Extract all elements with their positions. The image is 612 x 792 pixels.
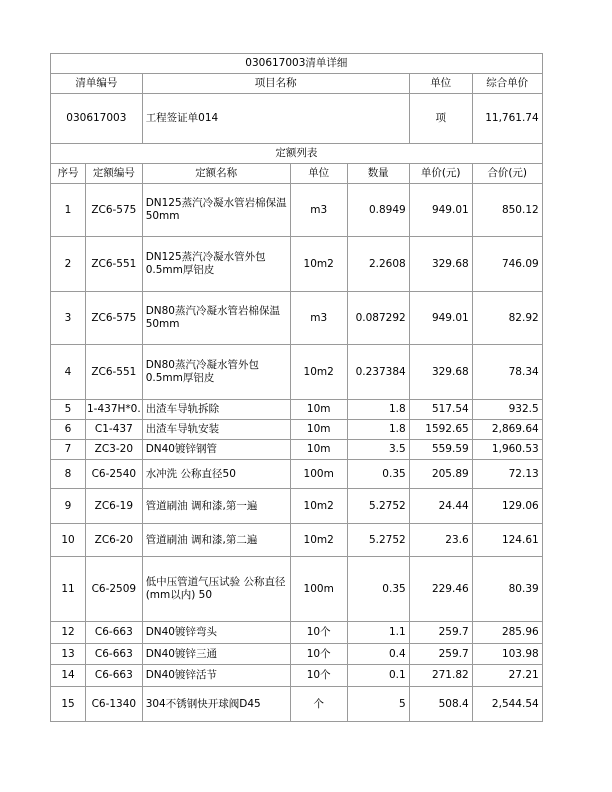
row-seq: 7 [51, 440, 86, 460]
row-seq: 6 [51, 420, 86, 440]
row-total: 1,960.53 [472, 440, 542, 460]
row-seq: 11 [51, 557, 86, 622]
table-row [51, 665, 543, 687]
price-header: 单价(元) [409, 164, 472, 184]
table-row [51, 184, 543, 237]
row-qty: 0.087292 [347, 292, 409, 345]
row-price: 229.46 [409, 557, 472, 622]
list-item-price: 11,761.74 [472, 94, 542, 144]
list-unit-header: 单位 [409, 74, 472, 94]
row-name: 304不锈钢快开球阀D45 [142, 687, 290, 722]
row-price: 259.7 [409, 622, 472, 644]
row-unit: m3 [290, 184, 347, 237]
total-header: 合价(元) [472, 164, 542, 184]
row-seq: 15 [51, 687, 86, 722]
table-row [51, 420, 543, 440]
row-total: 80.39 [472, 557, 542, 622]
row-total: 124.61 [472, 524, 542, 557]
row-code: ZC3-20 [86, 440, 143, 460]
row-unit: 10m2 [290, 237, 347, 292]
row-name: 管道刷油 调和漆,第二遍 [142, 524, 290, 557]
row-name: DN125蒸汽冷凝水管外包0.5mm厚铝皮 [142, 237, 290, 292]
row-code: C6-663 [86, 665, 143, 687]
seq-header: 序号 [51, 164, 86, 184]
row-total: 82.92 [472, 292, 542, 345]
row-code: C6-1340 [86, 687, 143, 722]
row-unit: 10m [290, 420, 347, 440]
row-seq: 4 [51, 345, 86, 400]
row-qty: 0.8949 [347, 184, 409, 237]
row-name: DN40镀锌弯头 [142, 622, 290, 644]
row-qty: 1.1 [347, 622, 409, 644]
row-price: 508.4 [409, 687, 472, 722]
title-row [51, 54, 543, 74]
row-qty: 5.2752 [347, 524, 409, 557]
row-seq: 8 [51, 460, 86, 489]
row-price: 205.89 [409, 460, 472, 489]
row-total: 746.09 [472, 237, 542, 292]
row-total: 72.13 [472, 460, 542, 489]
row-code: ZC6-551 [86, 237, 143, 292]
row-name: 水冲洗 公称直径50 [142, 460, 290, 489]
row-unit: 10m2 [290, 524, 347, 557]
row-qty: 0.1 [347, 665, 409, 687]
list-item-name: 工程签证单014 [142, 94, 409, 144]
quota-title-row [51, 144, 543, 164]
row-code: C6-2540 [86, 460, 143, 489]
row-price: 949.01 [409, 292, 472, 345]
row-qty: 0.4 [347, 644, 409, 665]
row-unit: 10个 [290, 644, 347, 665]
table-row [51, 524, 543, 557]
row-code: C6-663 [86, 622, 143, 644]
row-seq: 1 [51, 184, 86, 237]
row-code: ZC6-575 [86, 184, 143, 237]
row-unit: 10m [290, 400, 347, 420]
row-price: 271.82 [409, 665, 472, 687]
row-name: DN40镀锌钢管 [142, 440, 290, 460]
table-row [51, 237, 543, 292]
row-price: 329.68 [409, 345, 472, 400]
row-qty: 2.2608 [347, 237, 409, 292]
row-name: DN125蒸汽冷凝水管岩棉保温50mm [142, 184, 290, 237]
row-seq: 2 [51, 237, 86, 292]
row-unit: 100m [290, 460, 347, 489]
row-price: 949.01 [409, 184, 472, 237]
row-name: 出渣车导轨拆除 [142, 400, 290, 420]
row-total: 78.34 [472, 345, 542, 400]
row-price: 23.6 [409, 524, 472, 557]
row-price: 1592.65 [409, 420, 472, 440]
row-unit: 个 [290, 687, 347, 722]
table-row [51, 292, 543, 345]
row-qty: 1.8 [347, 400, 409, 420]
row-qty: 5.2752 [347, 489, 409, 524]
row-seq: 9 [51, 489, 86, 524]
row-qty: 5 [347, 687, 409, 722]
table-row [51, 557, 543, 622]
row-code: 1-437H*0. [86, 400, 143, 420]
table-title: 030617003清单详细 [51, 54, 543, 74]
row-code: C1-437 [86, 420, 143, 440]
row-price: 517.54 [409, 400, 472, 420]
row-unit: 10个 [290, 665, 347, 687]
row-total: 129.06 [472, 489, 542, 524]
row-name: DN40镀锌三通 [142, 644, 290, 665]
row-total: 27.21 [472, 665, 542, 687]
row-price: 559.59 [409, 440, 472, 460]
row-seq: 14 [51, 665, 86, 687]
row-name: 低中压管道气压试验 公称直径(mm以内) 50 [142, 557, 290, 622]
row-name: DN40镀锌活节 [142, 665, 290, 687]
row-seq: 12 [51, 622, 86, 644]
list-code-header: 清单编号 [51, 74, 143, 94]
table-row [51, 460, 543, 489]
unit-header: 单位 [290, 164, 347, 184]
row-name: DN80蒸汽冷凝水管外包0.5mm厚铝皮 [142, 345, 290, 400]
list-item-code: 030617003 [51, 94, 143, 144]
row-total: 2,869.64 [472, 420, 542, 440]
row-total: 932.5 [472, 400, 542, 420]
row-unit: 10m2 [290, 345, 347, 400]
row-unit: 10m2 [290, 489, 347, 524]
row-name: 出渣车导轨安装 [142, 420, 290, 440]
qty-header: 数量 [347, 164, 409, 184]
table-row [51, 622, 543, 644]
row-qty: 0.237384 [347, 345, 409, 400]
table-row [51, 489, 543, 524]
row-seq: 5 [51, 400, 86, 420]
list-item-unit: 项 [409, 94, 472, 144]
row-seq: 13 [51, 644, 86, 665]
row-total: 103.98 [472, 644, 542, 665]
row-unit: 10个 [290, 622, 347, 644]
table-row [51, 400, 543, 420]
list-header-row [51, 74, 543, 94]
row-unit: 10m [290, 440, 347, 460]
quota-title: 定额列表 [51, 144, 543, 164]
row-code: ZC6-20 [86, 524, 143, 557]
row-total: 2,544.54 [472, 687, 542, 722]
row-unit: 100m [290, 557, 347, 622]
list-item-row [51, 94, 543, 144]
row-code: C6-663 [86, 644, 143, 665]
table-row [51, 345, 543, 400]
row-code: ZC6-19 [86, 489, 143, 524]
table-row [51, 440, 543, 460]
detail-table [50, 53, 543, 722]
row-name: DN80蒸汽冷凝水管岩棉保温50mm [142, 292, 290, 345]
row-total: 285.96 [472, 622, 542, 644]
row-price: 24.44 [409, 489, 472, 524]
row-code: ZC6-575 [86, 292, 143, 345]
name-header: 定额名称 [142, 164, 290, 184]
row-qty: 0.35 [347, 557, 409, 622]
row-qty: 0.35 [347, 460, 409, 489]
row-name: 管道刷油 调和漆,第一遍 [142, 489, 290, 524]
row-seq: 3 [51, 292, 86, 345]
table-row [51, 644, 543, 665]
quota-header-row [51, 164, 543, 184]
code-header: 定额编号 [86, 164, 143, 184]
row-price: 259.7 [409, 644, 472, 665]
row-seq: 10 [51, 524, 86, 557]
list-price-header: 综合单价 [472, 74, 542, 94]
list-name-header: 项目名称 [142, 74, 409, 94]
row-price: 329.68 [409, 237, 472, 292]
row-total: 850.12 [472, 184, 542, 237]
row-qty: 3.5 [347, 440, 409, 460]
table-row [51, 687, 543, 722]
row-code: C6-2509 [86, 557, 143, 622]
row-code: ZC6-551 [86, 345, 143, 400]
row-qty: 1.8 [347, 420, 409, 440]
row-unit: m3 [290, 292, 347, 345]
